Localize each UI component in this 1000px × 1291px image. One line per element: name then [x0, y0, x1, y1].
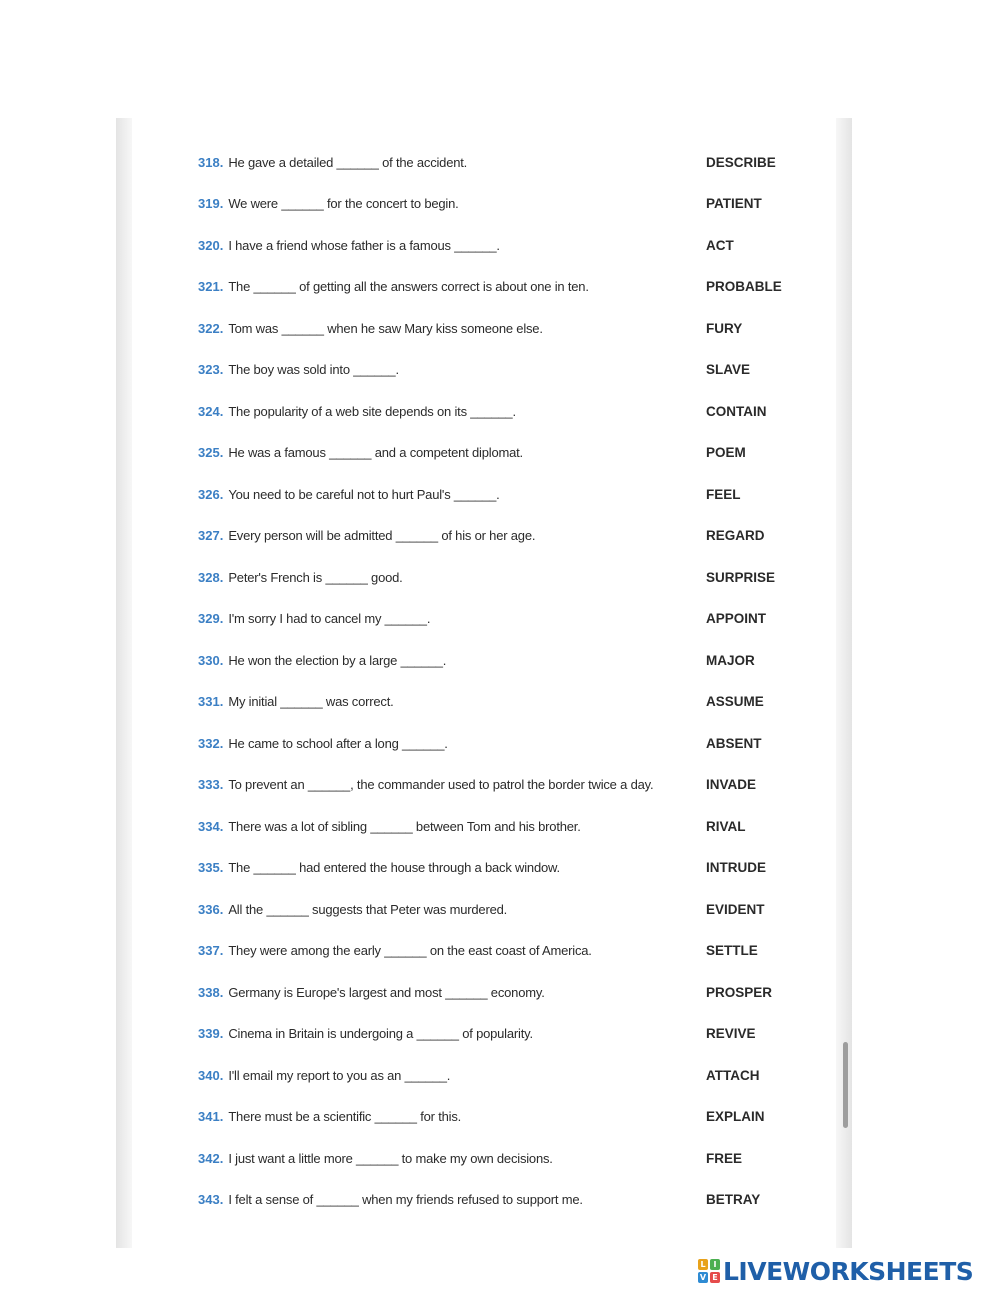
- logo-mark-letter: I: [710, 1259, 720, 1270]
- exercise-row: [198, 608, 818, 630]
- exercise-number: 321.: [198, 279, 224, 294]
- exercise-number: 340.: [198, 1067, 224, 1083]
- exercise-sentence: I just want a little more ______ to make my own decisions.: [228, 1150, 553, 1166]
- exercise-sentence: Germany is Europe's largest and most ______ economy.: [228, 984, 545, 1000]
- exercise-sentence: The ______ of getting all the answers correct is about one in ten.: [228, 279, 589, 294]
- root-word: ACT: [706, 237, 734, 253]
- root-word: PROSPER: [706, 984, 773, 1000]
- root-word: MAJOR: [706, 652, 755, 668]
- root-word: INTRUDE: [706, 860, 766, 875]
- exercise-sentence: We were ______ for the concert to begin.: [228, 196, 459, 211]
- exercise-sentence: He gave a detailed ______ of the accident.: [228, 154, 468, 170]
- root-word: PATIENT: [706, 196, 762, 211]
- root-word: RIVAL: [706, 818, 746, 834]
- scrollbar-thumb[interactable]: [843, 1042, 848, 1128]
- exercise-row: [198, 898, 818, 920]
- exercise-row: [198, 566, 818, 588]
- exercise-sentence: Cinema in Britain is undergoing a ______ of popularity.: [228, 1026, 533, 1041]
- exercise-number: 333.: [198, 777, 224, 792]
- exercise-row: [198, 317, 818, 339]
- exercise-sentence: The ______ had entered the house through a back window.: [228, 860, 560, 875]
- root-word: FURY: [706, 320, 743, 336]
- exercise-row: [198, 359, 818, 381]
- exercise-sentence: The popularity of a web site depends on its ______.: [228, 403, 516, 419]
- exercise-number: 335.: [198, 860, 224, 875]
- exercise-row: [198, 193, 818, 215]
- root-word: CONTAIN: [706, 403, 767, 419]
- root-word: FREE: [706, 1150, 743, 1166]
- exercise-number: 329.: [198, 611, 224, 626]
- exercise-sentence: There was a lot of sibling ______ between Tom and his brother.: [228, 818, 581, 834]
- exercise-number: 325.: [198, 445, 224, 460]
- root-word: ABSENT: [706, 735, 762, 751]
- exercise-row: [198, 940, 818, 962]
- exercise-number: 343.: [198, 1192, 224, 1207]
- root-word: REVIVE: [706, 1026, 756, 1041]
- exercise-number: 342.: [198, 1150, 224, 1166]
- exercise-row: [198, 774, 818, 796]
- exercise-row: [198, 234, 818, 256]
- logo-text: LIVEWORKSHEETS: [723, 1256, 974, 1286]
- exercise-sentence: Tom was ______ when he saw Mary kiss someone else.: [228, 320, 543, 336]
- exercise-row: [198, 1064, 818, 1086]
- exercise-number: 332.: [198, 735, 224, 751]
- exercise-sentence: He was a famous ______ and a competent diplomat.: [228, 445, 523, 460]
- exercise-number: 337.: [198, 943, 224, 958]
- exercise-row: [198, 981, 818, 1003]
- exercise-number: 323.: [198, 362, 224, 377]
- exercise-sentence: The boy was sold into ______.: [228, 362, 399, 377]
- exercise-sentence: I have a friend whose father is a famous ______.: [228, 237, 500, 253]
- exercise-sentence: He came to school after a long ______.: [228, 735, 448, 751]
- exercise-number: 334.: [198, 818, 224, 834]
- exercise-number: 336.: [198, 901, 224, 917]
- exercise-row: [198, 815, 818, 837]
- exercise-row: [198, 1189, 818, 1211]
- exercise-row: [198, 525, 818, 547]
- root-word: PROBABLE: [706, 279, 782, 294]
- exercise-row: [198, 857, 818, 879]
- logo-mark-icon: [698, 1259, 720, 1283]
- exercise-number: 319.: [198, 196, 224, 211]
- logo-mark-letter: L: [698, 1259, 708, 1270]
- root-word: SETTLE: [706, 943, 758, 958]
- root-word: SLAVE: [706, 362, 751, 377]
- exercise-row: [198, 276, 818, 298]
- liveworksheets-logo[interactable]: [698, 1257, 973, 1285]
- exercise-sentence: I'm sorry I had to cancel my ______.: [228, 611, 431, 626]
- root-word: REGARD: [706, 528, 765, 543]
- exercise-sentence: I'll email my report to you as an ______.: [228, 1067, 451, 1083]
- exercise-row: [198, 1147, 818, 1169]
- root-word: INVADE: [706, 777, 757, 792]
- exercise-sentence: You need to be careful not to hurt Paul's ______.: [228, 486, 500, 502]
- exercise-number: 328.: [198, 569, 224, 585]
- root-word: ATTACH: [706, 1067, 760, 1083]
- exercise-sentence: My initial ______ was correct.: [228, 694, 394, 709]
- exercise-number: 324.: [198, 403, 224, 419]
- exercise-number: 339.: [198, 1026, 224, 1041]
- exercise-sentence: To prevent an ______, the commander used to patrol the border twice a day.: [228, 777, 654, 792]
- exercise-row: [198, 151, 818, 173]
- exercise-row: [198, 483, 818, 505]
- exercise-row: [198, 732, 818, 754]
- exercise-row: [198, 649, 818, 671]
- root-word: EVIDENT: [706, 901, 765, 917]
- exercise-number: 327.: [198, 528, 224, 543]
- exercise-number: 338.: [198, 984, 224, 1000]
- exercise-row: [198, 442, 818, 464]
- exercise-sentence: They were among the early ______ on the east coast of America.: [228, 943, 592, 958]
- logo-mark-letter: V: [699, 1273, 707, 1282]
- exercise-sentence: Every person will be admitted ______ of his or her age.: [228, 528, 536, 543]
- root-word: EXPLAIN: [706, 1109, 765, 1124]
- exercise-number: 320.: [198, 237, 224, 253]
- exercise-sentence: I felt a sense of ______ when my friends refused to support me.: [228, 1192, 583, 1207]
- exercise-row: [198, 1023, 818, 1045]
- root-word: BETRAY: [706, 1192, 761, 1207]
- root-word: FEEL: [706, 486, 741, 502]
- exercise-sentence: There must be a scientific ______ for this.: [228, 1109, 462, 1124]
- exercise-number: 341.: [198, 1109, 224, 1124]
- exercise-row: [198, 691, 818, 713]
- logo-mark-letter: E: [710, 1272, 720, 1283]
- exercise-number: 326.: [198, 486, 224, 502]
- page-shadow-left: [116, 118, 132, 1248]
- exercise-number: 331.: [198, 694, 224, 709]
- root-word: DESCRIBE: [706, 154, 776, 170]
- exercise-number: 318.: [198, 154, 224, 170]
- exercise-sentence: He won the election by a large ______.: [228, 652, 447, 668]
- exercise-sentence: Peter's French is ______ good.: [228, 569, 403, 585]
- exercise-sentence: All the ______ suggests that Peter was murdered.: [228, 901, 508, 917]
- exercise-row: [198, 400, 818, 422]
- root-word: POEM: [706, 445, 746, 460]
- root-word: ASSUME: [706, 694, 764, 709]
- exercise-number: 322.: [198, 320, 224, 336]
- exercise-row: [198, 1106, 818, 1128]
- root-word: SURPRISE: [706, 569, 776, 585]
- root-word: APPOINT: [706, 611, 767, 626]
- exercise-number: 330.: [198, 652, 224, 668]
